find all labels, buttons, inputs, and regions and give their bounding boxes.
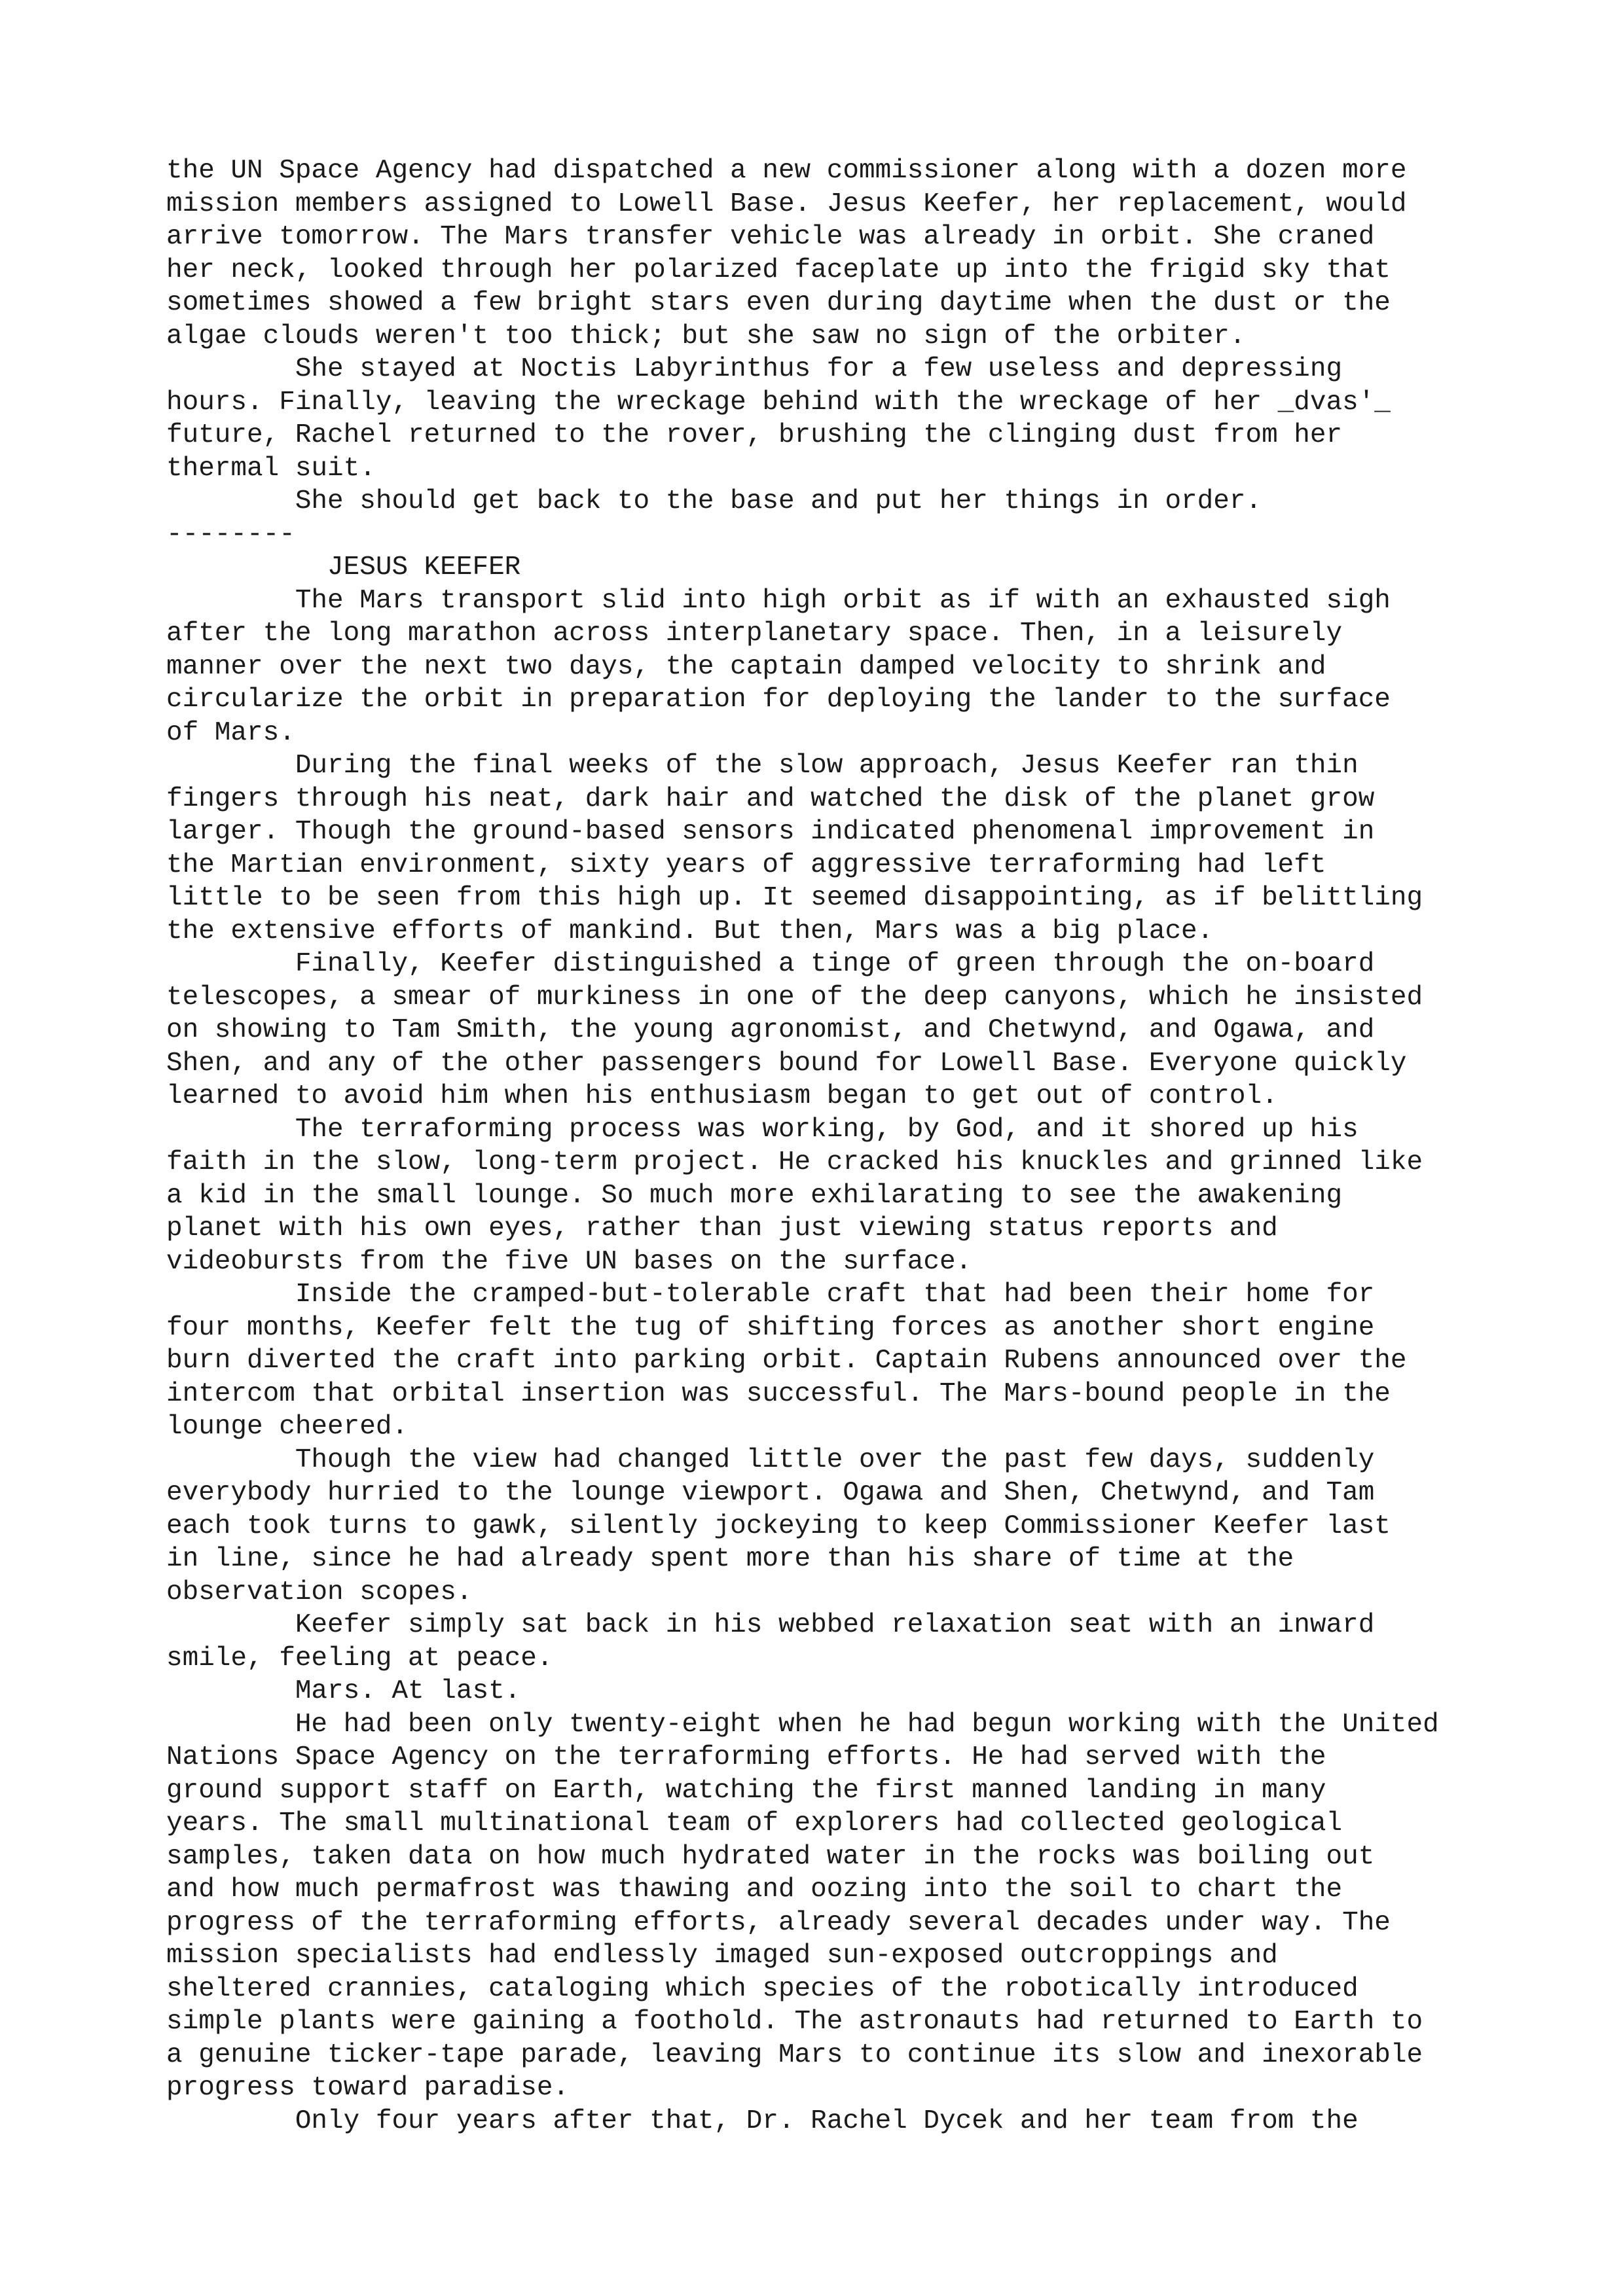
text-line: JESUS KEEFER <box>166 552 521 583</box>
text-line: The terraforming process was working, by God, and it shored up his <box>166 1114 1359 1145</box>
text-line: Finally, Keefer distinguished a tinge of green through the on-board <box>166 949 1375 979</box>
text-line: Keefer simply sat back in his webbed relaxation seat with an inward <box>166 1610 1375 1640</box>
text-line: planet with his own eyes, rather than just viewing status reports and <box>166 1213 1278 1244</box>
text-line: Shen, and any of the other passengers bound for Lowell Base. Everyone quickly <box>166 1048 1407 1079</box>
text-line: a kid in the small lounge. So much more exhilarating to see the awakening <box>166 1180 1343 1211</box>
text-line: years. The small multinational team of explorers had collected geological <box>166 1808 1343 1839</box>
text-line: faith in the slow, long-term project. He cracked his knuckles and grinned like <box>166 1147 1423 1177</box>
text-line: videobursts from the five UN bases on the surface. <box>166 1246 972 1277</box>
text-line: arrive tomorrow. The Mars transfer vehicle was already in orbit. She craned <box>166 222 1375 252</box>
text-line: -------- <box>166 519 295 550</box>
text-line: He had been only twenty-eight when he had begun working with the United <box>166 1709 1439 1740</box>
text-line: the Martian environment, sixty years of aggressive terraforming had left <box>166 850 1326 880</box>
text-line: the UN Space Agency had dispatched a new commissioner along with a dozen more <box>166 156 1407 186</box>
text-line: During the final weeks of the slow approach, Jesus Keefer ran thin <box>166 751 1359 781</box>
text-line: lounge cheered. <box>166 1412 409 1442</box>
text-line: little to be seen from this high up. It seemed disappointing, as if belittling <box>166 883 1423 913</box>
text-line: burn diverted the craft into parking orbit. Captain Rubens announced over the <box>166 1346 1407 1376</box>
text-line: mission members assigned to Lowell Base. Jesus Keefer, her replacement, would <box>166 188 1407 219</box>
text-line: everybody hurried to the lounge viewport. Ogawa and Shen, Chetwynd, and Tam <box>166 1478 1375 1508</box>
text-line: circularize the orbit in preparation for deploying the lander to the surface <box>166 685 1391 715</box>
text-line: progress toward paradise. <box>166 2073 570 2103</box>
text-line: sheltered crannies, cataloging which species of the robotically introduced <box>166 1973 1359 2004</box>
text-line: after the long marathon across interplanetary space. Then, in a leisurely <box>166 619 1343 649</box>
text-line: each took turns to gawk, silently jockeying to keep Commissioner Keefer last <box>166 1511 1391 1541</box>
text-line: She should get back to the base and put her things in order. <box>166 486 1262 516</box>
text-line: her neck, looked through her polarized faceplate up into the frigid sky that <box>166 255 1391 285</box>
text-line: four months, Keefer felt the tug of shifting forces as another short engine <box>166 1312 1375 1343</box>
text-line: manner over the next two days, the captain damped velocity to shrink and <box>166 651 1326 682</box>
text-line: Mars. At last. <box>166 1676 521 1706</box>
text-line: The Mars transport slid into high orbit as if with an exhausted sigh <box>166 585 1391 616</box>
text-line: progress of the terraforming efforts, already several decades under way. The <box>166 1907 1391 1938</box>
text-line: in line, since he had already spent more than his share of time at the <box>166 1544 1294 1574</box>
body-text <box>166 154 1502 2138</box>
text-line: ground support staff on Earth, watching the first manned landing in many <box>166 1775 1326 1806</box>
text-line: a genuine ticker-tape parade, leaving Mars to continue its slow and inexorable <box>166 2039 1423 2070</box>
text-line: Inside the cramped-but-tolerable craft that had been their home for <box>166 1280 1375 1310</box>
text-line: samples, taken data on how much hydrated water in the rocks was boiling out <box>166 1841 1375 1872</box>
text-line: on showing to Tam Smith, the young agronomist, and Chetwynd, and Ogawa, and <box>166 1015 1375 1045</box>
text-line: observation scopes. <box>166 1577 473 1607</box>
text-line: thermal suit. <box>166 453 376 484</box>
text-line: Though the view had changed little over the past few days, suddenly <box>166 1444 1375 1475</box>
text-line: simple plants were gaining a foothold. The astronauts had returned to Earth to <box>166 2007 1423 2037</box>
text-line: Only four years after that, Dr. Rachel Dycek and her team from the <box>166 2106 1359 2136</box>
text-line: learned to avoid him when his enthusiasm began to get out of control. <box>166 1081 1278 1111</box>
text-line: larger. Though the ground-based sensors indicated phenomenal improvement in <box>166 817 1375 847</box>
text-line: intercom that orbital insertion was successful. The Mars-bound people in the <box>166 1378 1391 1409</box>
text-line: Nations Space Agency on the terraforming efforts. He had served with the <box>166 1742 1326 1772</box>
text-line: and how much permafrost was thawing and oozing into the soil to chart the <box>166 1874 1343 1905</box>
text-line: the extensive efforts of mankind. But then, Mars was a big place. <box>166 916 1214 946</box>
text-line: She stayed at Noctis Labyrinthus for a few useless and depressing <box>166 354 1343 384</box>
text-line: smile, feeling at peace. <box>166 1643 553 1674</box>
text-line: fingers through his neat, dark hair and watched the disk of the planet grow <box>166 783 1375 814</box>
text-line: telescopes, a smear of murkiness in one of the deep canyons, which he insisted <box>166 982 1423 1013</box>
text-line: of Mars. <box>166 717 295 748</box>
text-line: algae clouds weren't too thick; but she saw no sign of the orbiter. <box>166 321 1246 351</box>
text-line: future, Rachel returned to the rover, brushing the clinging dust from her <box>166 420 1343 450</box>
text-line: mission specialists had endlessly imaged sun-exposed outcroppings and <box>166 1941 1278 1971</box>
text-line: sometimes showed a few bright stars even during daytime when the dust or the <box>166 288 1391 318</box>
text-line: hours. Finally, leaving the wreckage behind with the wreckage of her _dvas'_ <box>166 387 1391 418</box>
